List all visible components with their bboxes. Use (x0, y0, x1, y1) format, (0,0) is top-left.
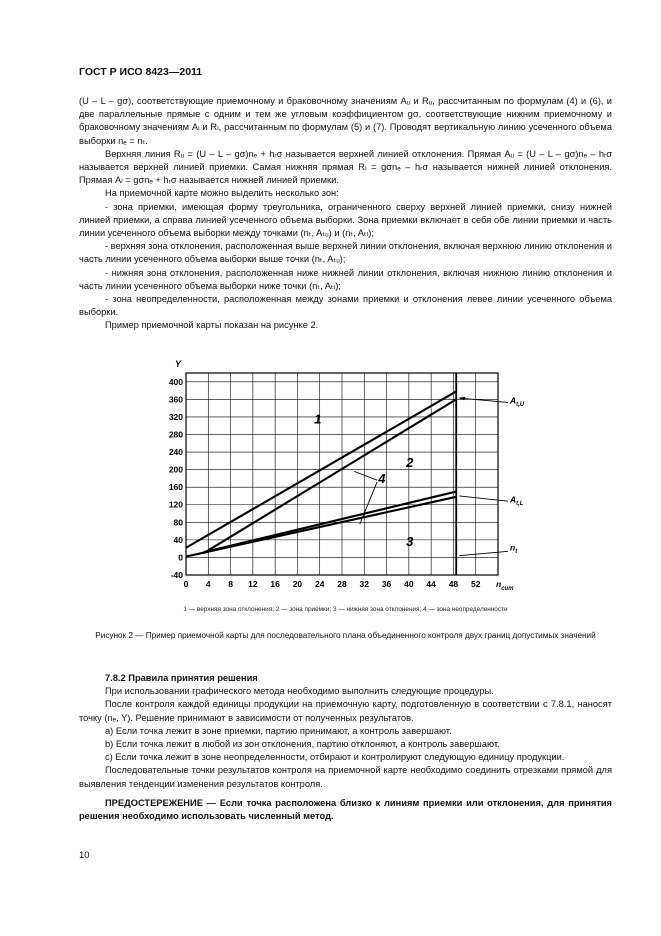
x-axis-label (496, 579, 514, 592)
line-label-nt (510, 542, 518, 555)
y-tick-label: 360 (168, 394, 183, 405)
y-tick-label: 80 (173, 517, 183, 528)
line-label-atu-sub: t,U (516, 402, 525, 409)
y-tick-label: 200 (168, 464, 183, 475)
line-label-atl-sub: t,L (516, 501, 524, 508)
x-tick-label: 16 (270, 579, 280, 589)
list-item: - зона неопределенности, расположенная между зонами приемки и отклонения левее линии усеченного объема выборки. (79, 294, 612, 318)
x-tick-label: 8 (228, 579, 233, 589)
x-tick-label: 4 (205, 579, 211, 589)
y-tick-label: -40 (170, 570, 183, 580)
list-item: a) Если точка лежит в зоне приемки, партию принимают, а контроль завершают. (105, 725, 452, 736)
zone-label: 1 (314, 411, 322, 427)
paragraph: Последовательные точки результатов контроля на приемочной карте необходимо соединить отрезками прямой для выявления тенденции изменения результатов контроля. (79, 765, 612, 789)
y-tick-label: 320 (168, 411, 183, 422)
paragraph: При использовании графического метода необходимо выполнить следующие процедуры. (105, 686, 494, 697)
y-tick-label: 400 (168, 376, 183, 387)
leader-line (354, 471, 377, 480)
page-header: ГОСТ Р ИСО 8423—2011 (79, 66, 203, 78)
list-item: b) Если точка лежит в любой из зон отклонения, партию отклоняют, а контроль завершают. (105, 739, 500, 750)
line-label-atu (509, 396, 525, 409)
line-label-atl (509, 495, 524, 508)
paragraph: После контроля каждой единицы продукции на приемочную карту, подготовленную в соответствии с 7.8.1, наносят точку (nₑ, Y). Решение принимают в зависимости от полученных результатов. (79, 699, 612, 723)
list-item: - нижняя зона отклонения, расположенная ниже нижней линии отклонения, включая нижнюю линию отклонения и часть линии усеченного объема выборки ниже точки (nₜ, Aₜₗ); (79, 267, 612, 291)
line-label-nt-main: n (510, 542, 516, 553)
list-item: - верхняя зона отклонения, расположенная выше верхней линии отклонения, включая верхнюю линию отклонения и часть линии усеченного объема выборки выше точки (nₜ, Aₜᵤ); (79, 241, 612, 265)
paragraph: (U – L – gσ), соответствующие приемочному и браковочному значениям Aᵤ и Rᵤ, рассчитанным по формулам (4) и (6), и две параллельные прямые с одним и тем же угловым коэффициентом gσ, соответствующие нижним приемочному и браковочному значениям Aₗ и Rₗ, рассчитанным по формулам (5) и (7). Проводят вертикальную линию усеченного объема выборки nₑ = nₜ. (79, 96, 612, 146)
list-item: - зона приемки, имеющая форму треугольника, ограниченного сверху верхней линией приемки, снизу нижней линией приемки, а справа линией усеченного объема выборки. Зона приемки включает в себя обе линии приемки и часть линии усеченного объема выборки между точками (nₜ, Aₜᵤ) и (nₜ, Aₜₗ); (79, 201, 612, 239)
leader-line (360, 482, 377, 524)
zone-label: 3 (406, 534, 414, 550)
y-axis-label: Y (174, 359, 182, 369)
line-label-atu-main: A (510, 395, 517, 406)
y-tick-label: 120 (168, 499, 183, 510)
paragraph: На приемочной карте можно выделить несколько зон: (105, 188, 339, 199)
x-tick-label: 36 (381, 579, 392, 589)
x-tick-label: 48 (448, 579, 459, 589)
y-tick-label: 160 (168, 482, 183, 493)
x-axis-label-sub: cum (501, 586, 514, 592)
y-tick-label: 0 (178, 552, 183, 563)
section-text (79, 672, 612, 823)
series-line (204, 492, 456, 553)
zone-label: 4 (378, 470, 386, 486)
warning-text: ПРЕДОСТЕРЕЖЕНИЕ — Если точка расположена близко к линиям приемки или отклонения, для принятия решения необходимо использовать численный метод. (79, 797, 612, 822)
y-tick-label: 280 (168, 429, 183, 440)
acceptance-chart (150, 345, 570, 600)
figure-caption: Рисунок 2 — Пример приемочной карты для последовательного плана объединенного контроля двух границ допустимых значений (95, 631, 596, 640)
x-tick-label: 52 (470, 579, 481, 589)
arrow-line (459, 398, 508, 402)
chart-svg (150, 345, 570, 600)
series-line (204, 399, 456, 553)
x-tick-label: 32 (359, 579, 370, 589)
body-text (79, 95, 612, 333)
y-tick-label: 240 (168, 447, 183, 458)
y-tick-label: 40 (173, 534, 183, 545)
arrow-line (459, 551, 508, 555)
arrow-line (459, 496, 508, 501)
x-tick-label: 44 (426, 579, 436, 589)
zone-label: 2 (406, 454, 414, 470)
x-tick-label: 12 (248, 579, 258, 589)
x-tick-label: 40 (404, 579, 414, 589)
series-line (186, 497, 456, 557)
x-tick-label: 0 (183, 579, 189, 589)
section-title: 7.8.2 Правила принятия решения (105, 673, 258, 683)
paragraph: Верхняя линия Rᵤ = (U – L – gσ)nₑ + hᵣσ называется верхней линией отклонения. Прямая Aᵤ = (U – L – gσ)nₑ – hᵣσ называется верхней линией приемки. Самая нижняя прямая Rₗ = gσnₑ – hᵣσ называется нижней линией отклонения. Прямая Aₗ = gσnₑ + hᵣσ называется нижней линией приемки. (79, 148, 612, 186)
x-tick-label: 20 (292, 579, 303, 589)
x-tick-label: 28 (337, 579, 347, 589)
page-number: 10 (79, 850, 90, 861)
x-tick-label: 24 (314, 579, 325, 589)
list-item: c) Если точка лежит в зоне неопределенности, отбирают и контролируют следующую единицу продукции. (105, 752, 565, 763)
paragraph: Пример приемочной карты показан на рисунке 2. (105, 320, 319, 331)
line-label-atl-main: A (510, 494, 517, 505)
line-label-nt-sub: t (515, 548, 518, 555)
figure-legend: 1 — верхняя зона отклонения; 2 — зона приемки; 3 — нижняя зона отклонения; 4 — зона неопределенности (183, 606, 508, 613)
x-axis-label-n: n (496, 579, 502, 589)
